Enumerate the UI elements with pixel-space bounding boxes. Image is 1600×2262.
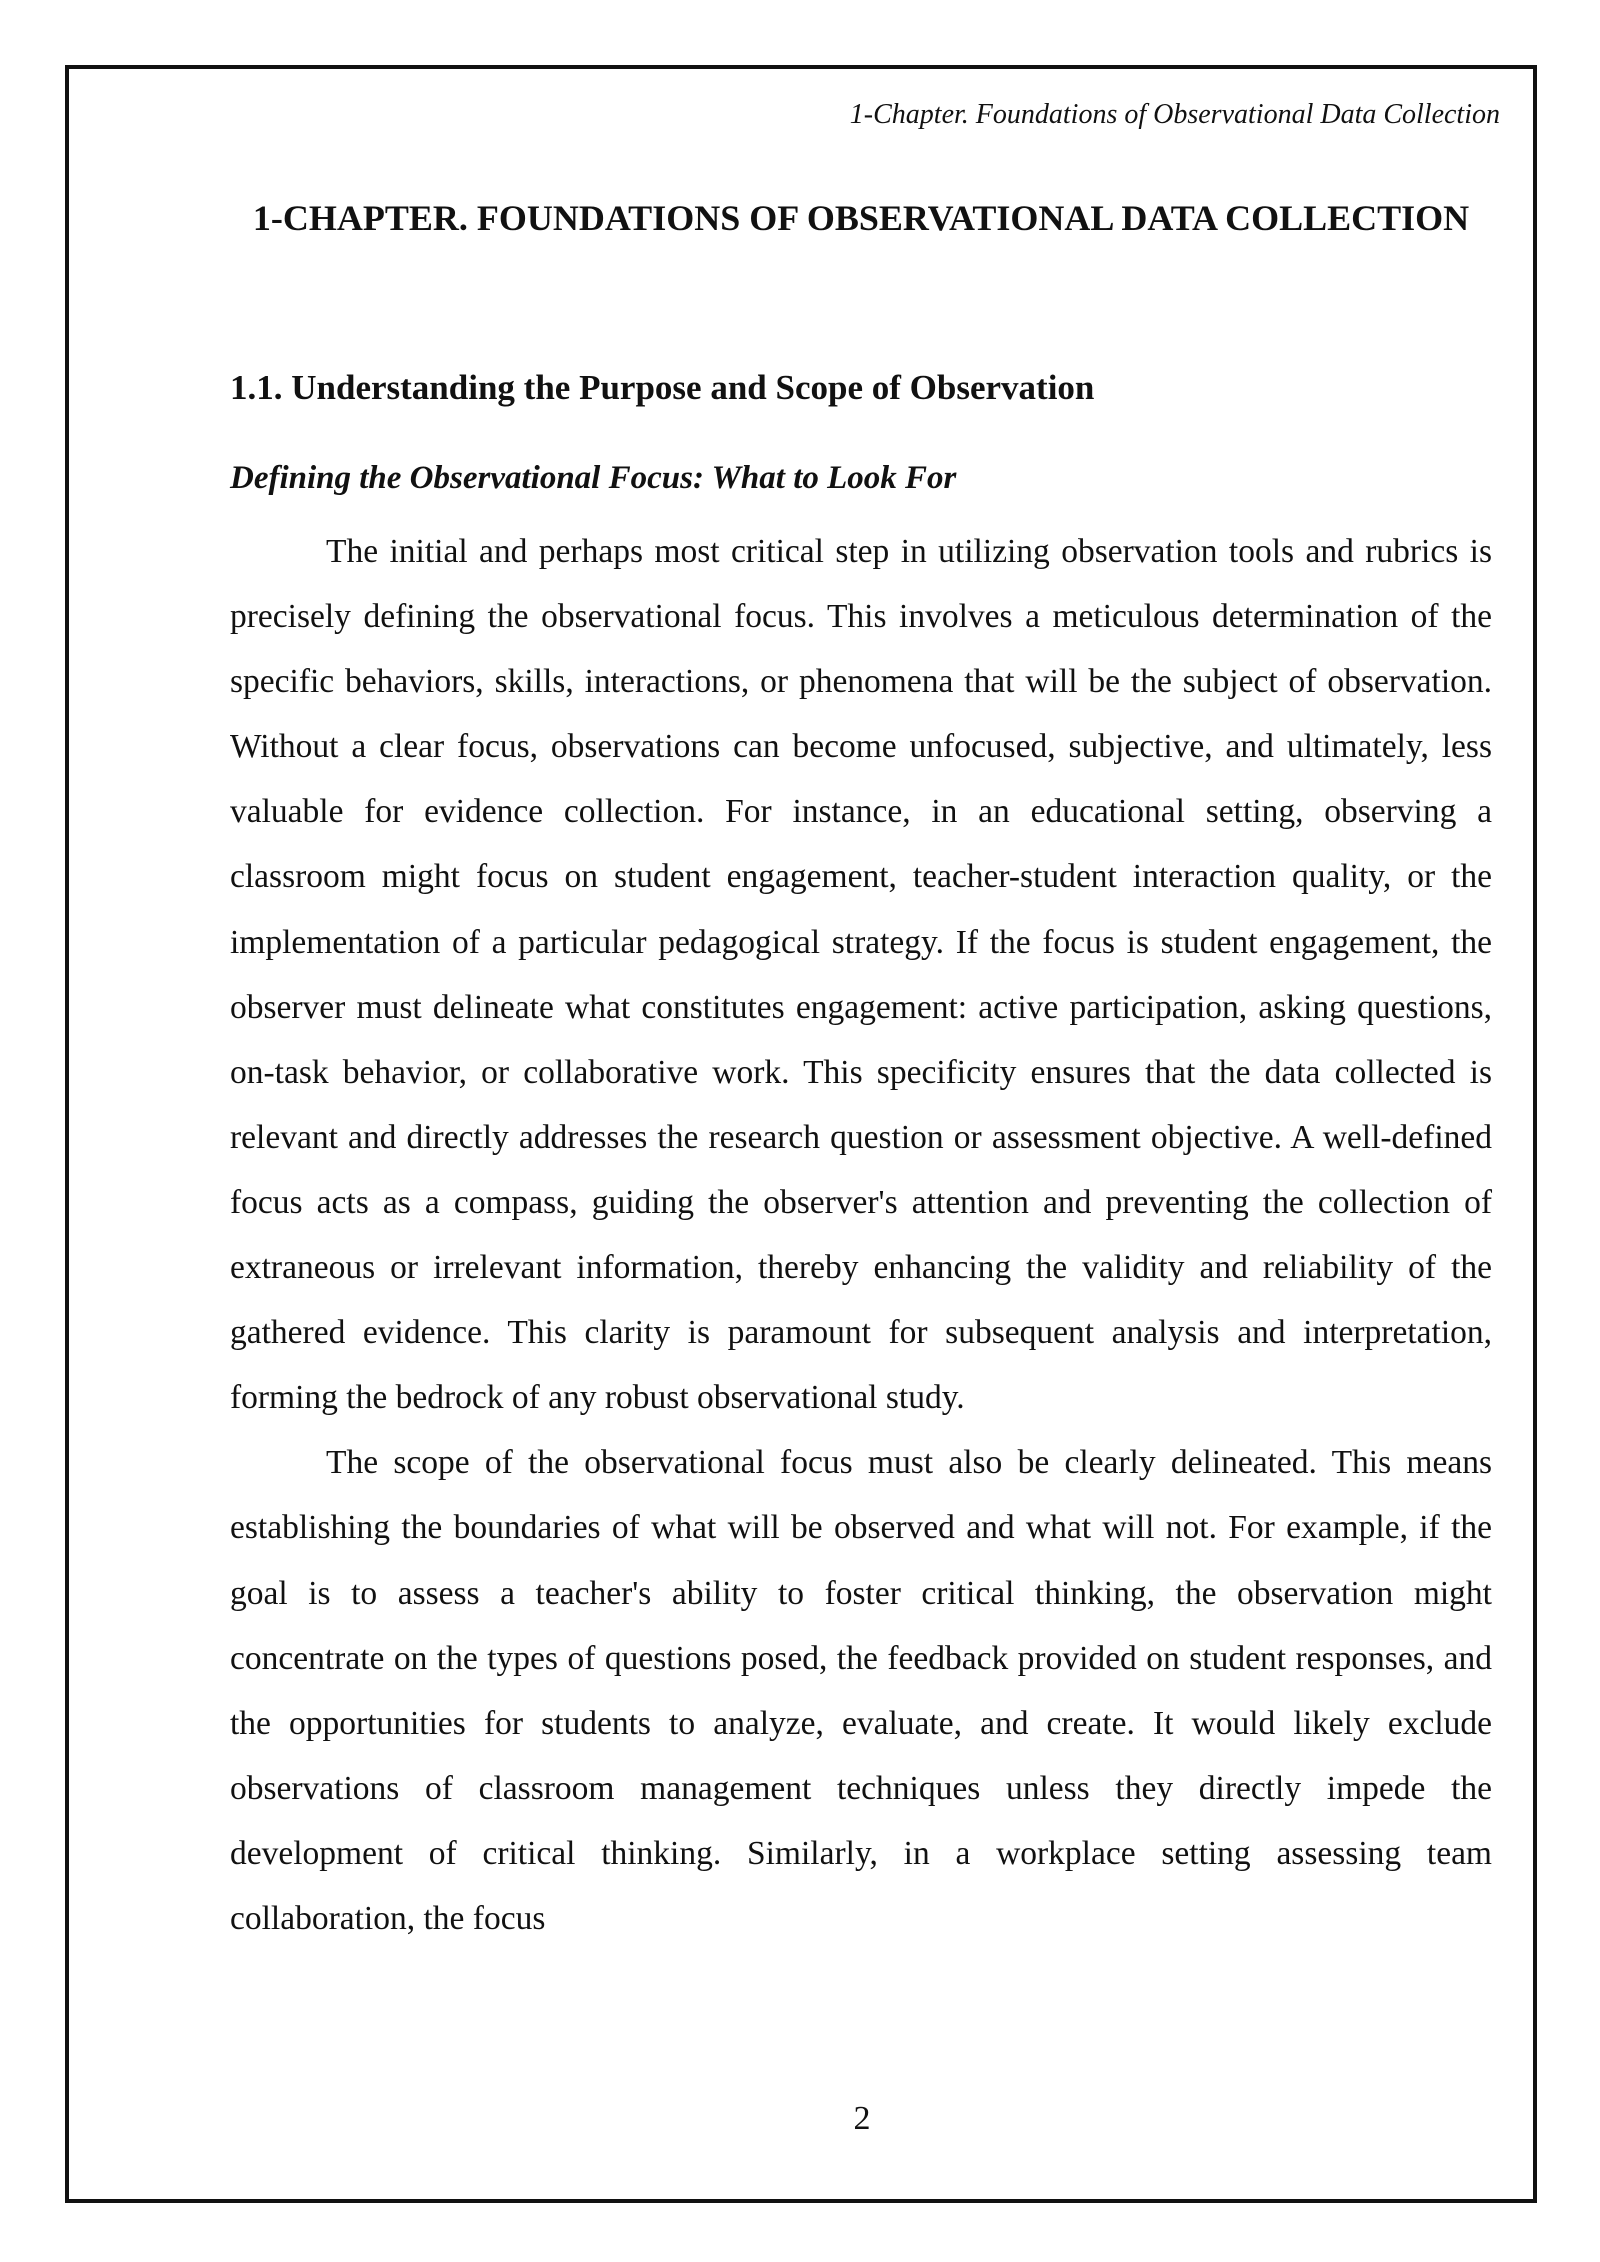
page-number: 2 (853, 2100, 871, 2137)
subsection-heading: Defining the Observational Focus: What to Look For (230, 460, 957, 496)
running-header: 1-Chapter. Foundations of Observational Data Collection (849, 99, 1500, 130)
section-heading: 1.1. Understanding the Purpose and Scope of Observation (230, 368, 1095, 407)
paragraph: The scope of the observational focus must also be clearly delineated. This means establishing the boundaries of what will be observed and what will not. For example, if the goal is to assess a teacher's ability to foster critical thinking, the observation might concentrate on the types of questions posed, the feedback provided on student responses, and the opportunities for students to analyze, evaluate, and create. It would likely exclude observations of classroom management techniques unless they directly impede the development of critical thinking. Similarly, in a workplace setting assessing team collaboration, the focus (230, 1444, 1492, 1937)
body-text (230, 519, 1492, 1951)
chapter-title: 1-CHAPTER. FOUNDATIONS OF OBSERVATIONAL DATA COLLECTION (252, 198, 1470, 238)
paragraph: The initial and perhaps most critical step in utilizing observation tools and rubrics is precisely defining the observational focus. This involves a meticulous determination of the specific behaviors, skills, interactions, or phenomena that will be the subject of observation. Without a clear focus, observations can become unfocused, subjective, and ultimately, less valuable for evidence collection. For instance, in an educational setting, observing a classroom might focus on student engagement, teacher-student interaction quality, or the implementation of a particular pedagogical strategy. If the focus is student engagement, the observer must delineate what constitutes engagement: active participation, asking questions, on-task behavior, or collaborative work. This specificity ensures that the data collected is relevant and directly addresses the research question or assessment objective. A well-defined focus acts as a compass, guiding the observer's attention and preventing the collection of extraneous or irrelevant information, thereby enhancing the validity and reliability of the gathered evidence. This clarity is paramount for subsequent analysis and interpretation, forming the bedrock of any robust observational study. (230, 533, 1492, 1417)
